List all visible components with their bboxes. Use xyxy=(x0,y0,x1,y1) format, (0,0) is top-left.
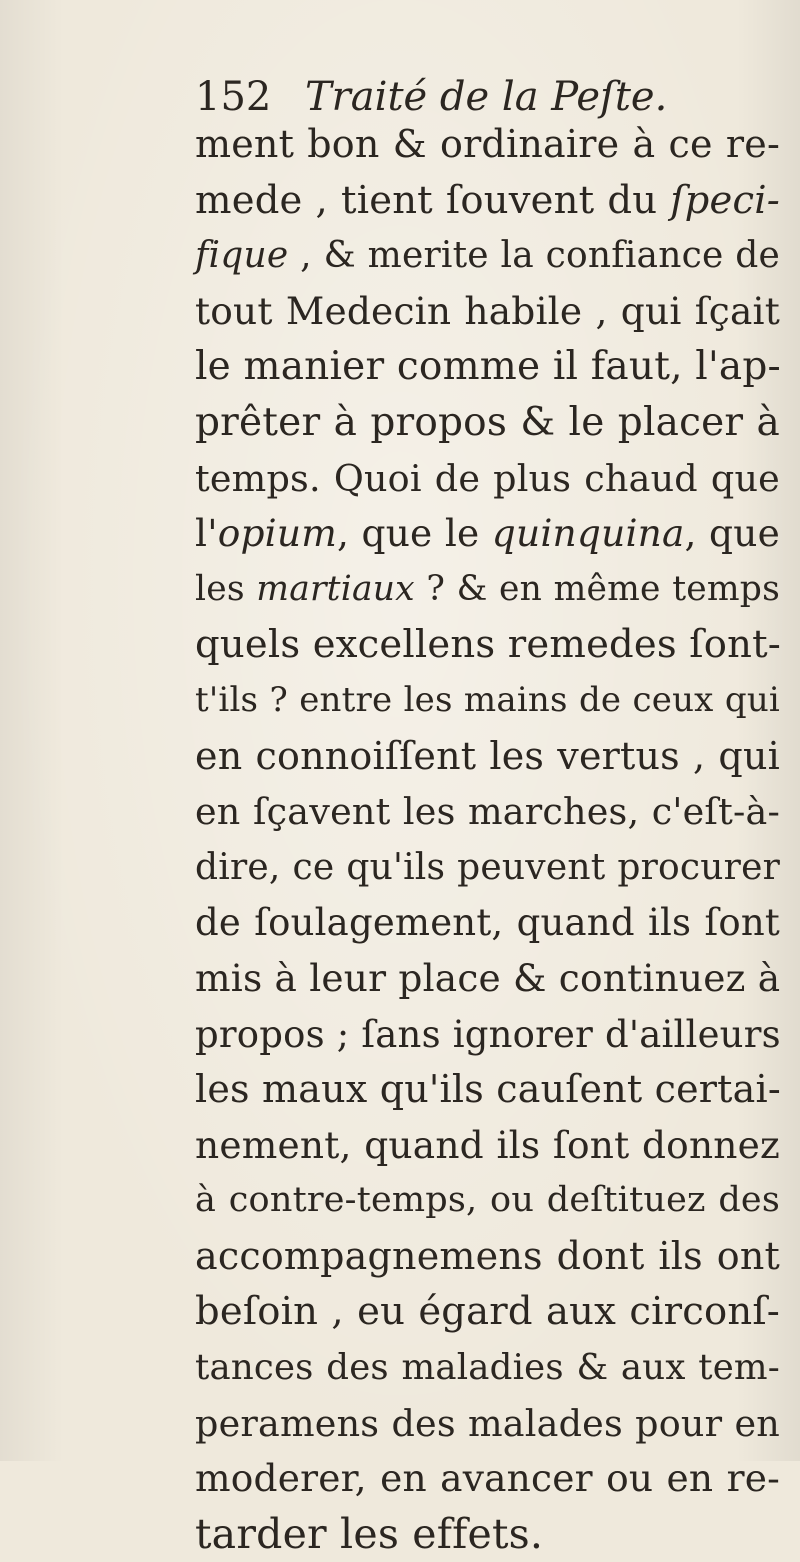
text-line xyxy=(195,339,780,395)
text-line xyxy=(195,451,780,507)
text-span: en connoiſſent les vertus , qui xyxy=(195,733,780,778)
italic-text-span: martiaux xyxy=(256,568,415,609)
text-span: quels excellens remedes ſont- xyxy=(195,622,781,668)
text-line xyxy=(195,895,780,951)
text-span: mis à leur place & continuez à xyxy=(195,955,781,1000)
text-line xyxy=(195,1451,780,1507)
text-line xyxy=(195,1062,780,1118)
text-span: temps. Quoi de plus chaud que xyxy=(195,456,780,500)
text-span: tout Medecin habile , qui ſçait xyxy=(195,288,780,333)
text-line xyxy=(195,228,780,284)
text-span: tances des maladies & aux tem- xyxy=(195,1347,780,1389)
text-span: beſoin , eu égard aux circonſ- xyxy=(195,1289,780,1335)
page-number: 152 xyxy=(195,74,272,120)
text-line xyxy=(195,1173,780,1229)
text-span: ? & en même temps xyxy=(414,568,780,609)
text-line xyxy=(195,173,780,229)
text-line xyxy=(195,1340,780,1396)
text-span: moderer, en avancer ou en re- xyxy=(195,1456,780,1501)
body-text xyxy=(195,117,780,1562)
text-line xyxy=(195,729,780,785)
text-span: les xyxy=(195,568,257,609)
text-line xyxy=(195,784,780,840)
text-span: le manier comme il faut, l'ap- xyxy=(195,344,781,390)
text-span: ment bon & ordinaire à ce re- xyxy=(195,122,780,166)
text-line xyxy=(195,951,780,1007)
text-line xyxy=(195,284,780,340)
text-span: nement, quand ils ſont donnez xyxy=(195,1122,780,1167)
text-span: en ſçavent les marches, c'eſt-à- xyxy=(195,790,780,834)
text-line xyxy=(195,1229,780,1285)
text-span: dire, ce qu'ils peuvent procurer xyxy=(195,846,780,888)
text-line xyxy=(195,562,780,618)
text-span: , que xyxy=(684,511,780,556)
text-span: t'ils ? entre les mains de ceux qui xyxy=(195,679,780,720)
text-span: accompagnemens dont ils ont xyxy=(195,1233,780,1278)
text-span: de ſoulagement, quand ils ſont xyxy=(195,901,780,945)
text-span: à contre-temps, ou deſtituez des xyxy=(195,1180,780,1221)
text-span: tarder les effets. xyxy=(195,1509,544,1558)
text-span: prêter à propos & le placer à xyxy=(195,399,780,445)
italic-text-span: fique xyxy=(195,235,289,277)
text-span: , & merite la confiance de xyxy=(288,235,780,277)
text-line xyxy=(195,673,780,729)
italic-text-span: opium xyxy=(217,511,337,556)
italic-text-span: quinquina xyxy=(491,511,685,556)
text-line xyxy=(195,506,780,562)
text-line xyxy=(195,1284,780,1340)
running-title: Traité de la Peſte. xyxy=(305,74,668,120)
text-line xyxy=(195,840,780,896)
text-line xyxy=(195,1007,780,1063)
text-span: propos ; ſans ignorer d'ailleurs xyxy=(195,1012,781,1056)
italic-text-span: ſpeci- xyxy=(670,177,780,223)
text-line xyxy=(195,617,780,673)
text-span: mede , tient ſouvent du xyxy=(195,177,671,223)
text-line xyxy=(195,1396,780,1452)
text-span: peramens des malades pour en xyxy=(195,1401,780,1445)
text-span: les maux qu'ils cauſent certai- xyxy=(195,1067,781,1112)
text-line xyxy=(195,117,780,173)
text-line xyxy=(195,1507,780,1562)
text-span: l' xyxy=(195,511,218,556)
text-span: , que le xyxy=(337,511,492,556)
running-header xyxy=(195,72,667,122)
text-line xyxy=(195,1118,780,1174)
text-line xyxy=(195,395,780,451)
